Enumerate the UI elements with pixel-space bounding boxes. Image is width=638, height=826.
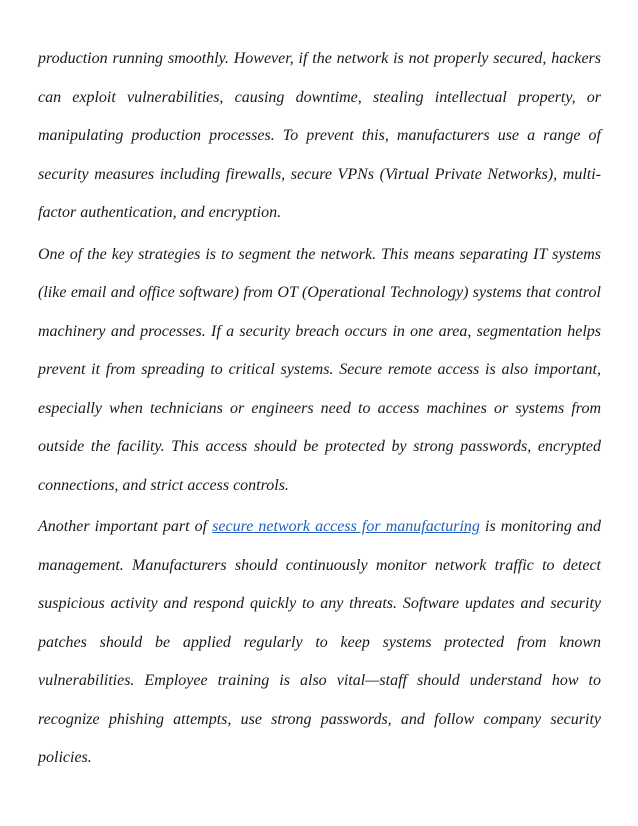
document-page [38,40,601,778]
paragraph-monitoring [38,508,601,778]
paragraph-text-before-link: Another important part of [38,518,213,535]
paragraph-text-after-link: is monitoring and management. Manufacturers should continuously monitor network traffic to detect suspicious activity and respond quickly to any threats. Software updates and security patches should be applied regularly to keep systems protected from known vulnerabilities. Employee training is also vital—staff should understand how to recognize phishing attempts, use strong passwords, and follow company security policies. [38,518,602,766]
paragraph-network-security: production running smoothly. However, if the network is not properly secured, hackers can exploit vulnerabilities, causing downtime, stealing intellectual property, or manipulating production processes. To prevent this, manufacturers use a range of security measures including firewalls, secure VPNs (Virtual Private Networks), multi-factor authentication, and encryption. [38,50,601,221]
secure-network-access-link[interactable]: secure network access for manufacturing [212,518,480,535]
paragraph-network-segmentation: One of the key strategies is to segment the network. This means separating IT systems (like email and office software) from OT (Operational Technology) systems that control machinery and processes. If a security breach occurs in one area, segmentation helps prevent it from spreading to critical systems. Secure remote access is also important, especially when technicians or engineers need to access machines or systems from outside the facility. This access should be protected by strong passwords, encrypted connections, and strict access controls. [38,245,601,494]
